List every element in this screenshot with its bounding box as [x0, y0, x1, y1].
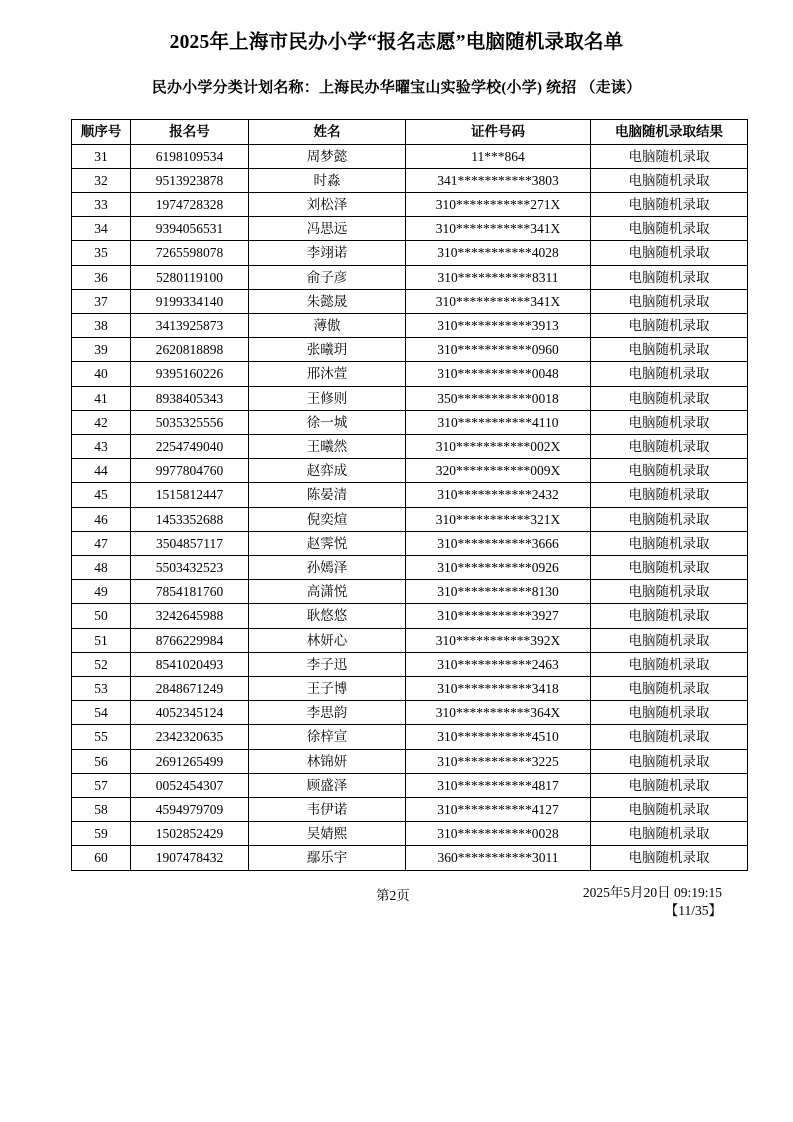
cell-registration-number: 1502852429 [131, 822, 249, 846]
cell-name: 王修则 [249, 386, 406, 410]
cell-result: 电脑随机录取 [591, 701, 748, 725]
cell-result: 电脑随机录取 [591, 265, 748, 289]
cell-registration-number: 3413925873 [131, 314, 249, 338]
cell-name: 邢沐萱 [249, 362, 406, 386]
cell-registration-number: 6198109534 [131, 144, 249, 168]
cell-sequence: 44 [72, 459, 131, 483]
cell-name: 刘松泽 [249, 193, 406, 217]
cell-registration-number: 2848671249 [131, 677, 249, 701]
cell-registration-number: 3504857117 [131, 531, 249, 555]
cell-id-number: 310***********321X [406, 507, 591, 531]
cell-sequence: 58 [72, 798, 131, 822]
cell-id-number: 320***********009X [406, 459, 591, 483]
cell-result: 电脑随机录取 [591, 483, 748, 507]
cell-name: 朱懿晟 [249, 289, 406, 313]
cell-sequence: 57 [72, 773, 131, 797]
cell-sequence: 48 [72, 556, 131, 580]
cell-sequence: 46 [72, 507, 131, 531]
cell-sequence: 32 [72, 168, 131, 192]
cell-id-number: 310***********2463 [406, 652, 591, 676]
cell-id-number: 310***********271X [406, 193, 591, 217]
cell-id-number: 310***********3225 [406, 749, 591, 773]
table-body [72, 144, 748, 870]
cell-result: 电脑随机录取 [591, 749, 748, 773]
cell-name: 张曦玥 [249, 338, 406, 362]
cell-result: 电脑随机录取 [591, 846, 748, 870]
cell-result: 电脑随机录取 [591, 193, 748, 217]
cell-name: 赵弈成 [249, 459, 406, 483]
cell-registration-number: 7265598078 [131, 241, 249, 265]
cell-result: 电脑随机录取 [591, 677, 748, 701]
cell-registration-number: 2620818898 [131, 338, 249, 362]
cell-sequence: 60 [72, 846, 131, 870]
cell-name: 俞子彦 [249, 265, 406, 289]
cell-name: 高潇悦 [249, 580, 406, 604]
cell-registration-number: 1974728328 [131, 193, 249, 217]
cell-result: 电脑随机录取 [591, 168, 748, 192]
table-row [72, 822, 748, 846]
cell-result: 电脑随机录取 [591, 773, 748, 797]
cell-sequence: 33 [72, 193, 131, 217]
cell-sequence: 43 [72, 435, 131, 459]
column-header-sequence: 顺序号 [72, 120, 131, 144]
cell-name: 李翊诺 [249, 241, 406, 265]
cell-name: 孙嫣泽 [249, 556, 406, 580]
page-count-badge: 【11/35】 [664, 902, 722, 918]
table-row [72, 193, 748, 217]
table-row [72, 217, 748, 241]
cell-name: 韦伊诺 [249, 798, 406, 822]
cell-sequence: 52 [72, 652, 131, 676]
cell-name: 赵霁悦 [249, 531, 406, 555]
cell-result: 电脑随机录取 [591, 386, 748, 410]
cell-sequence: 51 [72, 628, 131, 652]
roster-table-container [0, 119, 793, 870]
cell-result: 电脑随机录取 [591, 580, 748, 604]
cell-result: 电脑随机录取 [591, 531, 748, 555]
cell-registration-number: 9199334140 [131, 289, 249, 313]
table-row [72, 846, 748, 870]
cell-sequence: 41 [72, 386, 131, 410]
cell-result: 电脑随机录取 [591, 652, 748, 676]
column-header-registration-number: 报名号 [131, 120, 249, 144]
table-row [72, 604, 748, 628]
table-row [72, 265, 748, 289]
cell-sequence: 42 [72, 410, 131, 434]
cell-result: 电脑随机录取 [591, 628, 748, 652]
column-header-name: 姓名 [249, 120, 406, 144]
cell-sequence: 47 [72, 531, 131, 555]
table-row [72, 435, 748, 459]
cell-sequence: 59 [72, 822, 131, 846]
table-row [72, 386, 748, 410]
cell-sequence: 53 [72, 677, 131, 701]
column-header-id-number: 证件号码 [406, 120, 591, 144]
cell-id-number: 310***********0048 [406, 362, 591, 386]
table-row [72, 725, 748, 749]
table-row [72, 628, 748, 652]
cell-registration-number: 8541020493 [131, 652, 249, 676]
table-row [72, 314, 748, 338]
table-head [72, 120, 748, 144]
cell-sequence: 54 [72, 701, 131, 725]
cell-sequence: 40 [72, 362, 131, 386]
table-row [72, 144, 748, 168]
table-header-row [72, 120, 748, 144]
page-footer [0, 884, 793, 934]
cell-result: 电脑随机录取 [591, 604, 748, 628]
cell-name: 冯思远 [249, 217, 406, 241]
cell-result: 电脑随机录取 [591, 362, 748, 386]
cell-name: 林锦妍 [249, 749, 406, 773]
cell-sequence: 35 [72, 241, 131, 265]
cell-id-number: 310***********3927 [406, 604, 591, 628]
cell-sequence: 34 [72, 217, 131, 241]
generation-timestamp: 2025年5月20日 09:19:15 [582, 884, 722, 900]
cell-name: 李思韵 [249, 701, 406, 725]
cell-sequence: 55 [72, 725, 131, 749]
cell-name: 薄傲 [249, 314, 406, 338]
cell-registration-number: 7854181760 [131, 580, 249, 604]
cell-id-number: 310***********8311 [406, 265, 591, 289]
cell-registration-number: 2254749040 [131, 435, 249, 459]
cell-id-number: 310***********2432 [406, 483, 591, 507]
cell-registration-number: 9395160226 [131, 362, 249, 386]
cell-result: 电脑随机录取 [591, 435, 748, 459]
cell-name: 王曦然 [249, 435, 406, 459]
cell-result: 电脑随机录取 [591, 459, 748, 483]
cell-registration-number: 4594979709 [131, 798, 249, 822]
cell-id-number: 341***********3803 [406, 168, 591, 192]
cell-result: 电脑随机录取 [591, 798, 748, 822]
cell-id-number: 310***********392X [406, 628, 591, 652]
cell-sequence: 56 [72, 749, 131, 773]
cell-result: 电脑随机录取 [591, 725, 748, 749]
cell-name: 倪奕煊 [249, 507, 406, 531]
table-row [72, 749, 748, 773]
cell-name: 吴婧熙 [249, 822, 406, 846]
cell-id-number: 310***********3418 [406, 677, 591, 701]
cell-result: 电脑随机录取 [591, 822, 748, 846]
page-number-label: 第2页 [376, 887, 410, 903]
cell-id-number: 310***********3666 [406, 531, 591, 555]
cell-id-number: 11***864 [406, 144, 591, 168]
cell-id-number: 310***********0028 [406, 822, 591, 846]
cell-name: 鄢乐宇 [249, 846, 406, 870]
cell-registration-number: 8766229984 [131, 628, 249, 652]
cell-sequence: 49 [72, 580, 131, 604]
table-row [72, 652, 748, 676]
column-header-result: 电脑随机录取结果 [591, 120, 748, 144]
cell-registration-number: 5280119100 [131, 265, 249, 289]
cell-result: 电脑随机录取 [591, 338, 748, 362]
cell-registration-number: 9394056531 [131, 217, 249, 241]
cell-result: 电脑随机录取 [591, 217, 748, 241]
cell-id-number: 310***********364X [406, 701, 591, 725]
cell-id-number: 350***********0018 [406, 386, 591, 410]
table-row [72, 483, 748, 507]
cell-registration-number: 5035325556 [131, 410, 249, 434]
cell-result: 电脑随机录取 [591, 507, 748, 531]
cell-sequence: 38 [72, 314, 131, 338]
table-row [72, 241, 748, 265]
cell-result: 电脑随机录取 [591, 556, 748, 580]
table-row [72, 798, 748, 822]
cell-registration-number: 2342320635 [131, 725, 249, 749]
cell-id-number: 310***********4510 [406, 725, 591, 749]
cell-registration-number: 1907478432 [131, 846, 249, 870]
cell-name: 徐梓宣 [249, 725, 406, 749]
cell-name: 林妍心 [249, 628, 406, 652]
generation-stamp [583, 884, 722, 920]
cell-registration-number: 1453352688 [131, 507, 249, 531]
table-row [72, 556, 748, 580]
table-row [72, 701, 748, 725]
cell-id-number: 310***********341X [406, 289, 591, 313]
cell-name: 周梦懿 [249, 144, 406, 168]
cell-id-number: 310***********4028 [406, 241, 591, 265]
cell-registration-number: 9977804760 [131, 459, 249, 483]
cell-registration-number: 3242645988 [131, 604, 249, 628]
cell-result: 电脑随机录取 [591, 241, 748, 265]
cell-id-number: 310***********002X [406, 435, 591, 459]
admission-roster-table [71, 119, 748, 870]
table-row [72, 677, 748, 701]
plan-name-subtitle: 民办小学分类计划名称：上海民办华曜宝山实验学校(小学) 统招 （走读） [151, 80, 642, 97]
cell-name: 徐一城 [249, 410, 406, 434]
cell-registration-number: 2691265499 [131, 749, 249, 773]
table-row [72, 531, 748, 555]
cell-id-number: 310***********4127 [406, 798, 591, 822]
cell-sequence: 31 [72, 144, 131, 168]
cell-sequence: 50 [72, 604, 131, 628]
cell-registration-number: 8938405343 [131, 386, 249, 410]
cell-name: 陈晏清 [249, 483, 406, 507]
cell-registration-number: 0052454307 [131, 773, 249, 797]
cell-name: 顾盛泽 [249, 773, 406, 797]
table-row [72, 168, 748, 192]
cell-id-number: 310***********0926 [406, 556, 591, 580]
cell-registration-number: 4052345124 [131, 701, 249, 725]
table-row [72, 507, 748, 531]
cell-name: 李子迅 [249, 652, 406, 676]
table-row [72, 289, 748, 313]
cell-name: 王子博 [249, 677, 406, 701]
cell-id-number: 310***********8130 [406, 580, 591, 604]
cell-id-number: 310***********4817 [406, 773, 591, 797]
cell-result: 电脑随机录取 [591, 410, 748, 434]
cell-name: 耿悠悠 [249, 604, 406, 628]
table-row [72, 338, 748, 362]
cell-id-number: 360***********3011 [406, 846, 591, 870]
cell-id-number: 310***********0960 [406, 338, 591, 362]
cell-registration-number: 5503432523 [131, 556, 249, 580]
cell-result: 电脑随机录取 [591, 314, 748, 338]
table-row [72, 362, 748, 386]
cell-sequence: 37 [72, 289, 131, 313]
table-row [72, 580, 748, 604]
cell-name: 时淼 [249, 168, 406, 192]
cell-sequence: 36 [72, 265, 131, 289]
table-row [72, 459, 748, 483]
cell-result: 电脑随机录取 [591, 289, 748, 313]
page-title: 2025年上海市民办小学“报名志愿”电脑随机录取名单 [169, 32, 624, 53]
cell-registration-number: 1515812447 [131, 483, 249, 507]
cell-id-number: 310***********3913 [406, 314, 591, 338]
cell-id-number: 310***********341X [406, 217, 591, 241]
cell-result: 电脑随机录取 [591, 144, 748, 168]
table-row [72, 773, 748, 797]
cell-id-number: 310***********4110 [406, 410, 591, 434]
table-row [72, 410, 748, 434]
cell-sequence: 45 [72, 483, 131, 507]
cell-registration-number: 9513923878 [131, 168, 249, 192]
cell-sequence: 39 [72, 338, 131, 362]
